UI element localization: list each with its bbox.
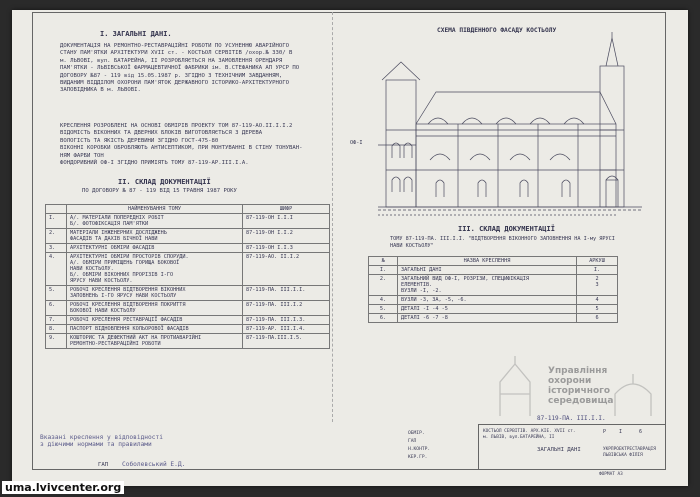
documents-row bbox=[46, 334, 330, 349]
documents-row bbox=[46, 244, 330, 253]
docs-col-code: ШИФР bbox=[243, 205, 330, 214]
handwritten-note: Вказані креслення у відповідності з діючими нормами та правилами bbox=[40, 434, 163, 449]
title-block-cell: Н.КОНТР. bbox=[408, 447, 431, 452]
title-block-drawing-name: ЗАГАЛЬНІ ДАНІ bbox=[537, 447, 581, 453]
comp-row-sheet: 5 bbox=[577, 305, 618, 314]
composition-table bbox=[368, 256, 618, 323]
docs-row-name: РОБОЧІ КРЕСЛЕННЯ ВІДТВОРЕННЯ ВІКОННИХ ЗАПОВНЕНЬ І-ГО ЯРУСУ НАВИ КОСТЬОЛУ bbox=[67, 286, 243, 301]
documents-row bbox=[46, 316, 330, 325]
comp-row-num: І. bbox=[369, 266, 398, 275]
signature-name: Соболевський Е.Д. bbox=[122, 461, 186, 468]
composition-row bbox=[369, 275, 618, 296]
documents-table bbox=[45, 204, 330, 349]
docs-row-code: 87-119-ПА. ІІІ.І.І. bbox=[243, 286, 330, 301]
docs-row-name: РОБОЧІ КРЕСЛЕННЯ РЕСТАВРАЦІЇ ФАСАДІВ bbox=[67, 316, 243, 325]
title-block-cell: ГАП bbox=[408, 439, 417, 444]
elevation-title: СХЕМА ПІВДЕННОГО ФАСАДУ КОСТЬОЛУ bbox=[437, 27, 557, 34]
comp-row-num: 4. bbox=[369, 296, 398, 305]
documents-row bbox=[46, 214, 330, 229]
center-fold-line bbox=[332, 12, 333, 422]
window-label: ОФ-І bbox=[350, 140, 363, 146]
docs-row-num: 5. bbox=[46, 286, 67, 301]
docs-row-num: 2. bbox=[46, 229, 67, 244]
composition-subheading: ТОМУ 87-119-ПА. ІІІ.І.І. "ВІДТВОРЕННЯ ВІКОННОГО ЗАПОВНЕННЯ НА І-му ЯРУСІ НАВИ КОСТЬОЛУ" bbox=[390, 236, 615, 249]
title-block bbox=[478, 415, 666, 477]
title-block-cell: ОБМІР. bbox=[408, 431, 425, 436]
docs-row-name: АРХІТЕКТУРНІ ОБМІРИ ФАСАДІВ bbox=[67, 244, 243, 253]
docs-row-code: 87-119-ОН І.І.2 bbox=[243, 229, 330, 244]
comp-col-sheet: АРКУШ bbox=[577, 257, 618, 266]
title-block-org: УКРПРОЕКТРЕСТАВРАЦІЯ ЛЬВІВСЬКА ФІЛІЯ bbox=[603, 447, 656, 458]
docs-row-code: 87-119-ОН І.І.З bbox=[243, 244, 330, 253]
comp-row-sheet: 2 3 bbox=[577, 275, 618, 296]
docs-row-num: 4. bbox=[46, 253, 67, 286]
general-heading: І. ЗАГАЛЬНІ ДАНІ. bbox=[100, 30, 172, 38]
docs-row-num: 7. bbox=[46, 316, 67, 325]
docs-col-num bbox=[46, 205, 67, 214]
south-facade-elevation bbox=[378, 32, 642, 220]
docs-row-name: А/. МАТЕРІАЛИ ПОПЕРЕДНІХ РОБІТ Б/. ФОТОФІКСАЦІЯ ПАМ'ЯТКИ bbox=[67, 214, 243, 229]
docs-row-name: АРХІТЕКТУРНІ ОБМІРИ ПРОСТОРІВ СПОРУДИ. А/. ОБМІРИ ПРИМІЩЕНЬ ГОРИЩА БОКОВОЇ НАВИ КОСТЬОЛУ. Б/. ОБМІРИ ВІКОННИХ ПРОРІЗІВ І-ГО ЯРУСУ НАВИ КОСТЬОЛУ. bbox=[67, 253, 243, 286]
docs-row-name: ПАСПОРТ ВІДНОВЛЕННЯ КОЛЬОРОВОЇ ФАСАДІВ bbox=[67, 325, 243, 334]
docs-row-num: 6. bbox=[46, 301, 67, 316]
comp-row-num: 5. bbox=[369, 305, 398, 314]
docs-row-num: 9. bbox=[46, 334, 67, 349]
watermark-text: Управління охорони історичного середовища bbox=[548, 366, 614, 406]
documents-row bbox=[46, 286, 330, 301]
documents-row bbox=[46, 229, 330, 244]
docs-row-code: 87-119-АР. ІІІ.І.4. bbox=[243, 325, 330, 334]
documents-row bbox=[46, 325, 330, 334]
documents-row bbox=[46, 301, 330, 316]
documents-row bbox=[46, 253, 330, 286]
title-block-object: КОСТЬОЛ СЕРВІТІВ. АРХ.КІЕ. XVII ст. м. ЛЬВІВ, вул.БАТАРЕЙНА, II bbox=[483, 429, 576, 440]
docs-row-code: 87-119-АО. ІІ.І.2 bbox=[243, 253, 330, 286]
general-paragraph: ДОКУМЕНТАЦІЯ НА РЕМОНТНО-РЕСТАВРАЦІЙНІ РОБОТИ ПО УСУНЕННЮ АВАРІЙНОГО СТАНУ ПАМ'ЯТКИ АРХІТЕКТУРИ XVII ст. - КОСТЬОЛ СЕРВІТІВ /охор.№ 330/ В м. ЛЬВОВІ, вул. БАТАРЕЙНА, II РОЗРОБЛЯЄТЬСЯ НА ЗАМОВЛЕННЯ ОРЕНДАРЯ ПАМ'ЯТКИ - ЛЬВІВСЬКОЇ ФАРМАЦЕВТИЧНОЇ ФАБРИКИ ім. В.СТЕФАНИКА АП УРСР ПО ДОГОВОРУ №87 - 119 від 15.05.1987 р. ЗГІДНО З ТЕХНІЧНИМ ЗАВДАННЯМ, ВИДАНИМ ВІДДІЛОМ ОХОРОНИ ПАМ'ЯТОК ДЕРЖАВНОГО ІСТОРИКО-АРХІТЕКТУРНОГО ЗАПОВІДНИКА В м. ЛЬВОВІ. bbox=[60, 43, 300, 94]
title-block-code: 87-119-ПА. ІІІ.І.І. bbox=[537, 415, 606, 422]
docs-row-num: 8. bbox=[46, 325, 67, 334]
comp-row-num: 6. bbox=[369, 314, 398, 323]
comp-row-sheet: І. bbox=[577, 266, 618, 275]
composition-row bbox=[369, 305, 618, 314]
comp-row-name: ВУЗЛИ -3, 3А, -5, -6. bbox=[398, 296, 577, 305]
title-block-format: ФОРМАТ А3 bbox=[599, 472, 623, 477]
title-block-divider bbox=[478, 424, 479, 468]
docs-row-code: 87-119-ОН І.І.І bbox=[243, 214, 330, 229]
title-block-sheet: І bbox=[619, 429, 623, 435]
docs-row-name: МАТЕРІАЛИ ІНЖЕНЕРНИХ ДОСЛІДЖЕНЬ ФАСАДІВ ТА ДАХІВ БІЧНОЇ НАВИ bbox=[67, 229, 243, 244]
composition-row bbox=[369, 296, 618, 305]
source-url: uma.lvivcenter.org bbox=[2, 481, 124, 494]
composition-row bbox=[369, 314, 618, 323]
docs-row-name: КОШТОРИС ТА ДЕФЕКТНИЙ АКТ НА ПРОТИАВАРІЙНІ РЕМОНТНО-РЕСТАВРАЦІЙНІ РОБОТИ bbox=[67, 334, 243, 349]
docs-row-code: 87-119-ПА. ІІІ.І.3. bbox=[243, 316, 330, 325]
comp-row-sheet: 6 bbox=[577, 314, 618, 323]
docs-row-code: 87-119-ПА. ІІІ.І.2 bbox=[243, 301, 330, 316]
comp-row-name: ДЕТАЛІ -6 -7 -8 bbox=[398, 314, 577, 323]
comp-row-name: ДЕТАЛІ -І -4 -5 bbox=[398, 305, 577, 314]
comp-row-name: ЗАГАЛЬНІ ДАНІ bbox=[398, 266, 577, 275]
composition-heading: ІІІ. СКЛАД ДОКУМЕНТАЦІЇ bbox=[458, 225, 555, 233]
docs-row-name: РОБОЧІ КРЕСЛЕННЯ ВІДТВОРЕННЯ ПОКРИТТЯ БОКОВОЇ НАВИ КОСТЬОЛУ bbox=[67, 301, 243, 316]
composition-row bbox=[369, 266, 618, 275]
general-notes: КРЕСЛЕННЯ РОЗРОБЛЕНІ НА ОСНОВІ ОБМІРІВ ПРОЕКТУ ТОМ 87-119-АО.ІІ.І.І.2 ВІДОМІСТЬ ВІКОННИХ ТА ДВЕРНИХ БЛОКІВ ВИГОТОВЛЯЄТЬСЯ З ДЕРЕВА ВОЛОГІСТЬ ТА ЯКІСТЬ ДЕРЕВИНИ ЗГІДНО ГОСТ-475-80 ВІКОННІ КОРОБКИ ОБРОБЛЯЮТЬ АНТИСЕПТИКОМ, ПРИ МОНТУВАННІ В СТІНУ ТОНУВАН- НЯМ ФАРБИ ТОН ФОНДОРИБНИЙ ОФ-І ЗГІДНО ПРИМІЯТЬ ТОМУ 87-119-АР.ІІІ.І.А. bbox=[60, 123, 303, 167]
documents-subheading: ПО ДОГОВОРУ № 87 - 119 ВІД 15 ТРАВНЯ 1987 РОКУ bbox=[82, 188, 237, 194]
docs-row-num: 3. bbox=[46, 244, 67, 253]
docs-row-num: І. bbox=[46, 214, 67, 229]
docs-col-name: НАЙМЕНУВАННЯ ТОМУ bbox=[67, 205, 243, 214]
documents-heading: ІІ. СКЛАД ДОКУМЕНТАЦІЇ bbox=[118, 178, 211, 186]
title-block-sheets: 6 bbox=[639, 429, 643, 435]
signature-role: ГАП bbox=[98, 462, 109, 468]
title-block-cell: КЕР.ГР. bbox=[408, 455, 428, 460]
title-block-stage: Р bbox=[603, 429, 607, 435]
comp-col-name: НАЗВА КРЕСЛЕННЯ bbox=[398, 257, 577, 266]
docs-row-code: 87-119-ПА.ІІІ.І.5. bbox=[243, 334, 330, 349]
comp-row-sheet: 4 bbox=[577, 296, 618, 305]
comp-row-num: 2. bbox=[369, 275, 398, 296]
comp-col-num: № bbox=[369, 257, 398, 266]
comp-row-name: ЗАГАЛЬНИЙ ВИД ОФ-І, РОЗРІЗИ, СПЕЦИФІКАЦІЯ ЕЛЕМЕНТІВ. ВУЗЛИ -І, -2. bbox=[398, 275, 577, 296]
